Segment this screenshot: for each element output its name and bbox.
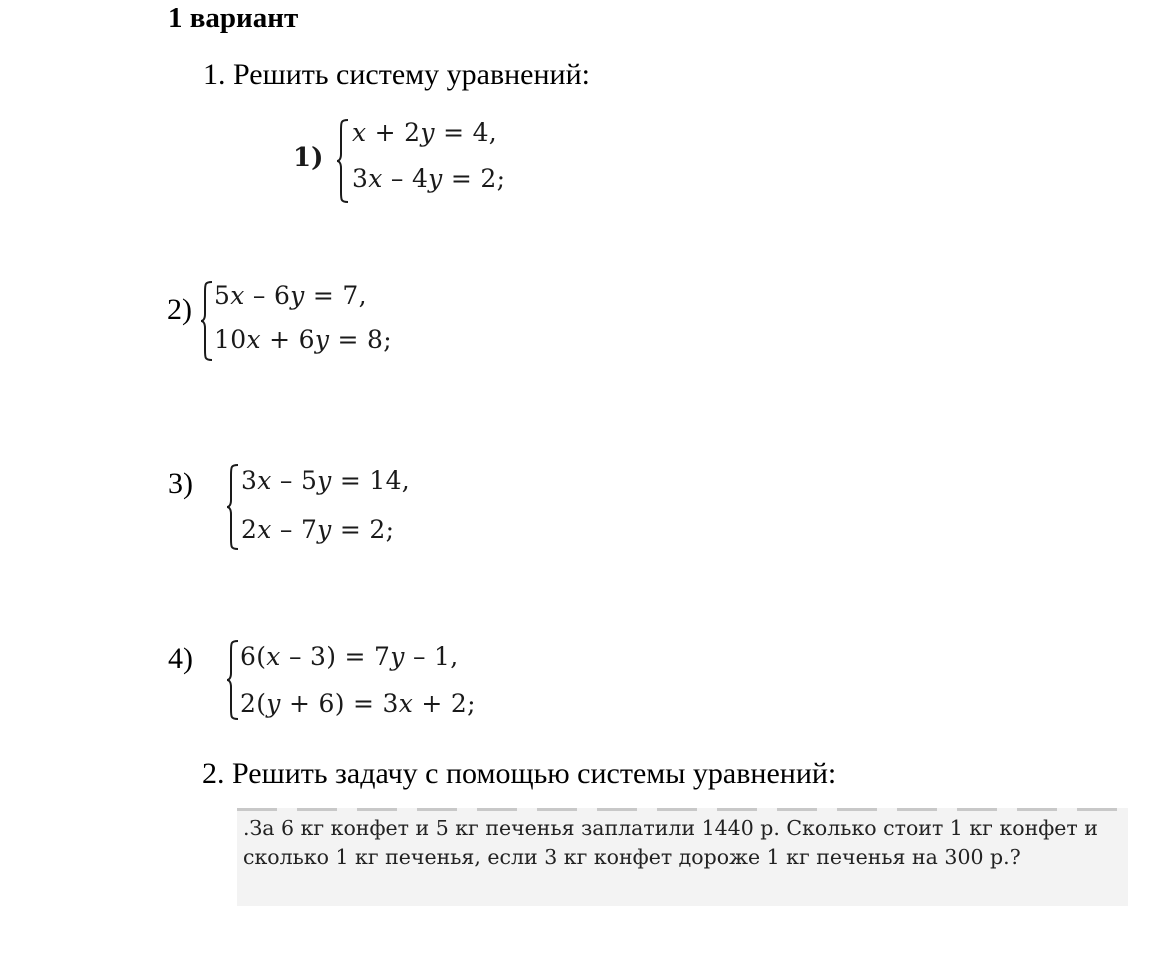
system-4-label: 4) — [168, 642, 193, 675]
system-2-eq2: 10x + 6y = 8; — [214, 325, 392, 354]
brace-icon — [226, 463, 240, 551]
brace-icon — [336, 118, 350, 204]
task2-title: 2. Решить задачу с помощью системы уравнений: — [202, 757, 837, 790]
brace-icon — [200, 280, 214, 362]
system-1-label: 1) — [293, 143, 324, 173]
task1-title: 1. Решить систему уравнений: — [203, 58, 590, 91]
system-1-eq2: 3x – 4y = 2; — [352, 164, 506, 193]
brace-icon — [226, 639, 240, 721]
system-2-eq1: 5x – 6y = 7, — [214, 281, 367, 310]
scan-edge — [237, 808, 1128, 811]
system-2-label: 2) — [167, 293, 192, 326]
problem-scan — [237, 808, 1128, 906]
system-1-eq1: x + 2y = 4, — [352, 118, 498, 147]
system-4-eq1: 6(x – 3) = 7y – 1, — [240, 642, 459, 671]
system-3-eq2: 2x – 7y = 2; — [241, 515, 395, 544]
system-3-label: 3) — [168, 467, 193, 500]
variant-title: 1 вариант — [168, 2, 299, 34]
problem-text: .За 6 кг конфет и 5 кг печенья заплатили 1440 р. Сколько стоит 1 кг конфет и сколько 1 кг печенья, если 3 кг конфет дороже 1 кг печенья на 300 р.? — [243, 816, 1098, 869]
system-3-eq1: 3x – 5y = 14, — [241, 466, 411, 495]
system-4-eq2: 2(y + 6) = 3x + 2; — [240, 689, 476, 718]
